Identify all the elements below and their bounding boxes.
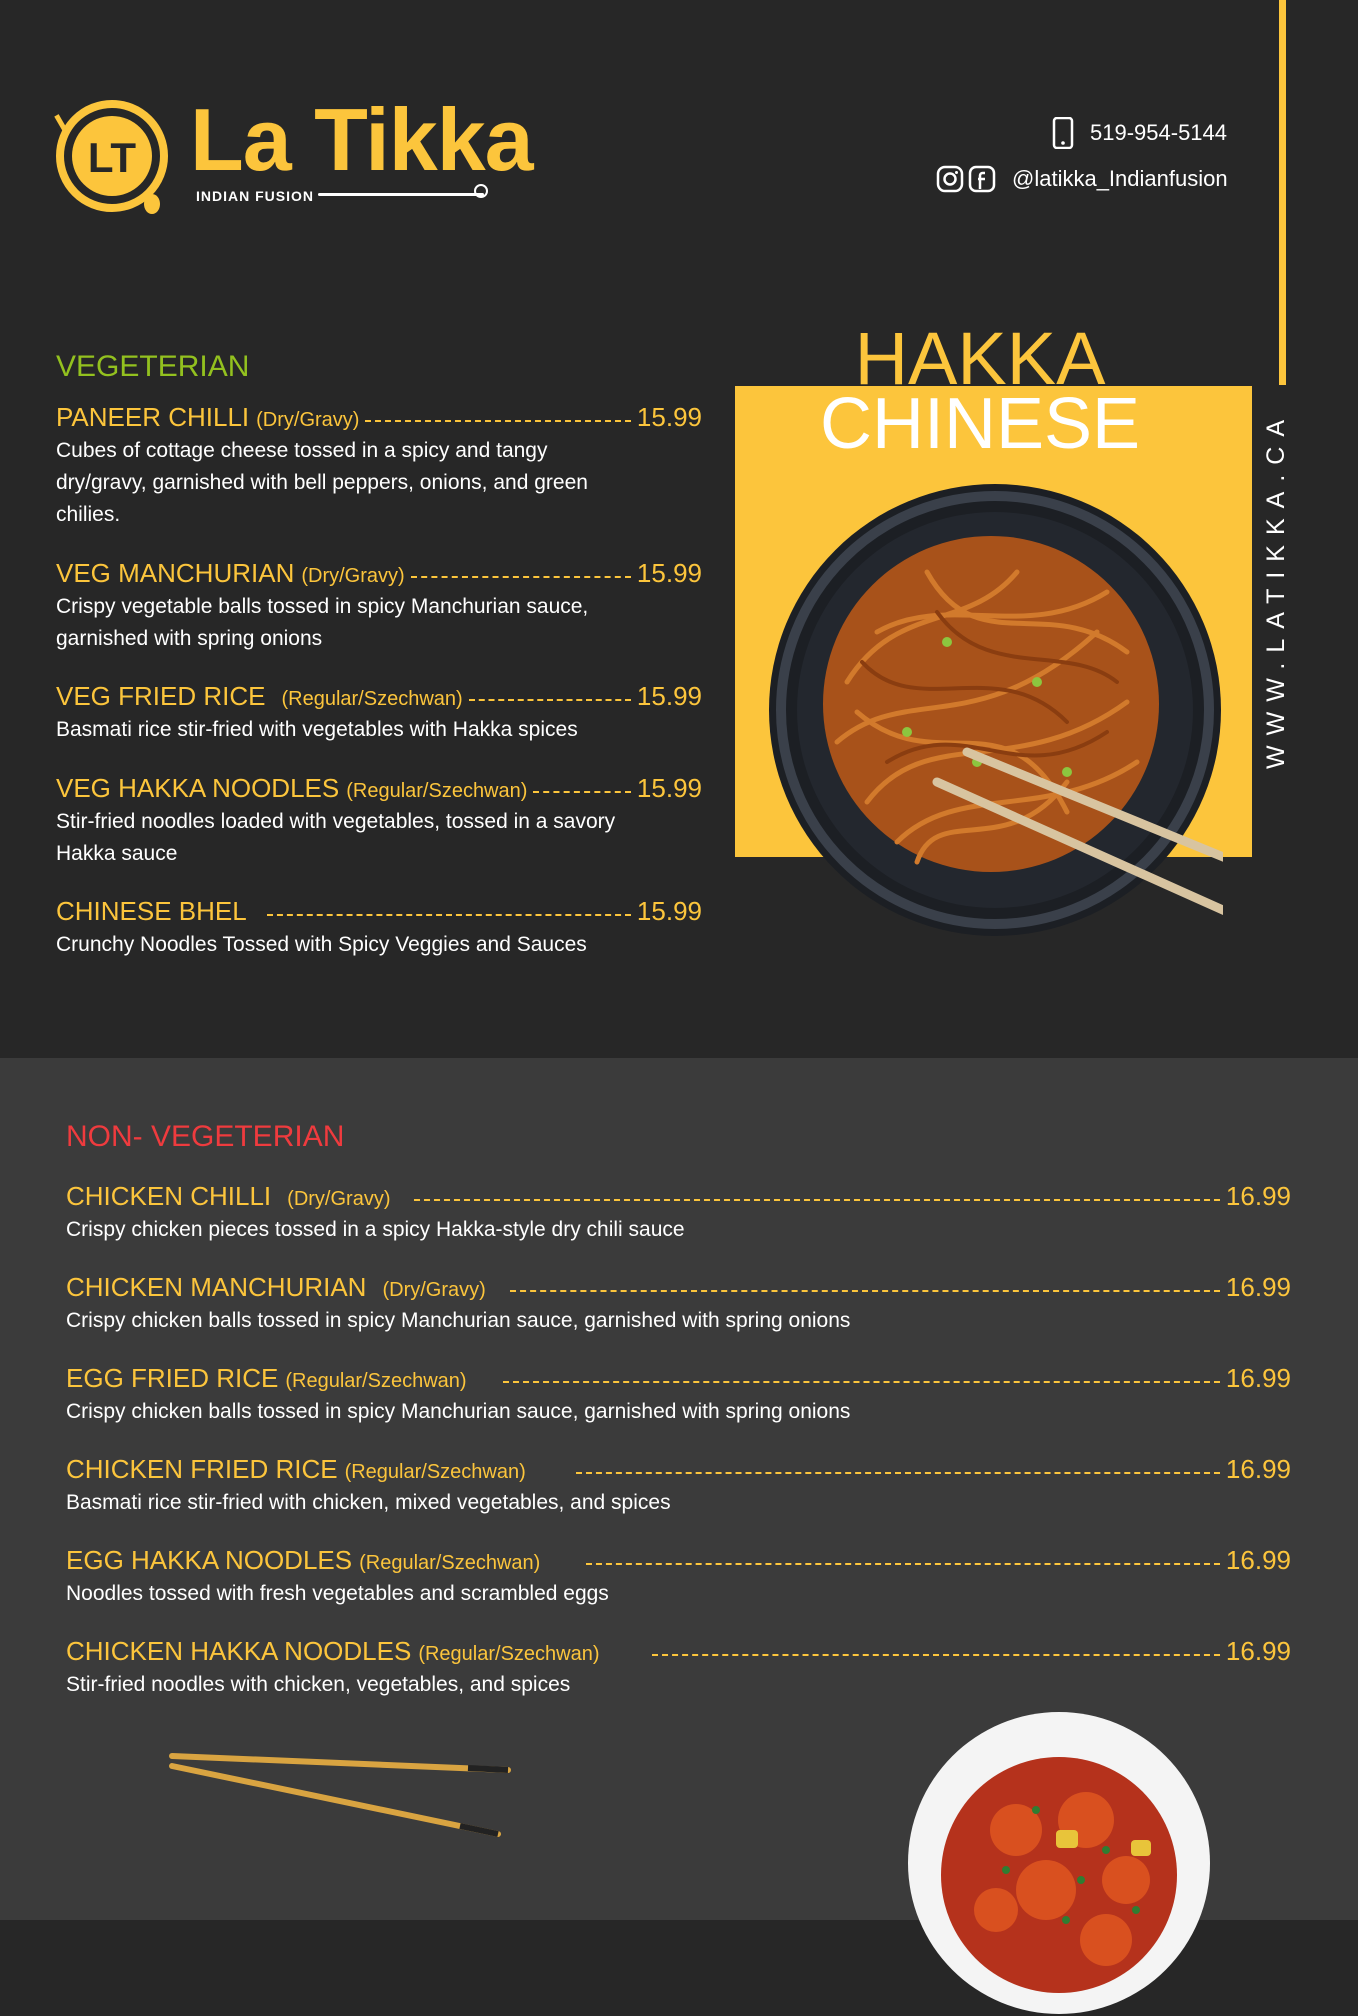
item-description: Noodles tossed with fresh vegetables and scrambled eggs <box>66 1582 609 1605</box>
item-description: Cubes of cottage cheese tossed in a spicy and tangy dry/gravy, garnished with bell peppers, onions, and green chilies. <box>56 439 588 526</box>
item-variant: (Regular/Szechwan) <box>346 780 528 802</box>
menu-item <box>66 1454 1291 1519</box>
feature-title-line2: CHINESE <box>819 384 1141 464</box>
item-name: VEG HAKKA NOODLES <box>56 773 340 803</box>
phone-number[interactable]: 519-954-5144 <box>1090 120 1228 145</box>
item-description: Stir-fried noodles loaded with vegetables, tossed in a savory Hakka sauce <box>56 810 616 865</box>
item-price: 16.99 <box>1225 1181 1291 1211</box>
item-name: PANEER CHILLI <box>56 402 250 432</box>
item-variant: (Regular/Szechwan) <box>281 688 463 710</box>
menu-item <box>66 1272 1291 1337</box>
item-price: 16.99 <box>1225 1636 1291 1666</box>
facebook-icon[interactable] <box>968 165 996 193</box>
menu-item <box>66 1363 1291 1428</box>
logo-mark-icon <box>52 96 172 216</box>
dotted-leader <box>411 576 631 578</box>
item-name: VEG MANCHURIAN <box>56 558 295 588</box>
item-price: 15.99 <box>636 681 702 711</box>
menu-item <box>56 896 702 961</box>
item-variant: (Dry/Gravy) <box>301 565 405 587</box>
phone-icon <box>1052 117 1074 149</box>
item-price: 16.99 <box>1225 1363 1291 1393</box>
dotted-leader <box>365 420 630 422</box>
item-variant: (Regular/Szechwan) <box>285 1370 467 1392</box>
veg-section-title: VEGETERIAN <box>56 350 250 383</box>
dotted-leader <box>652 1654 1220 1656</box>
item-price: 16.99 <box>1225 1454 1291 1484</box>
dotted-leader <box>469 699 631 701</box>
dotted-leader <box>510 1290 1220 1292</box>
website-text[interactable]: WWW.LATIKKA.CA <box>1262 410 1290 770</box>
item-name: CHICKEN MANCHURIAN <box>66 1272 367 1302</box>
item-name: VEG FRIED RICE <box>56 681 266 711</box>
menu-item <box>56 681 702 746</box>
feature-title-line1: HAKKA <box>854 317 1106 400</box>
item-price: 16.99 <box>1225 1272 1291 1302</box>
instagram-icon[interactable] <box>936 165 964 193</box>
item-name: CHICKEN FRIED RICE <box>66 1454 338 1484</box>
item-description: Crispy chicken pieces tossed in a spicy Hakka-style dry chili sauce <box>66 1218 685 1241</box>
item-variant: (Dry/Gravy) <box>382 1279 486 1301</box>
item-name: CHICKEN HAKKA NOODLES <box>66 1636 412 1666</box>
accent-bar <box>1279 0 1286 385</box>
menu-item <box>66 1545 1291 1610</box>
brand-name: La Tikka <box>190 90 533 189</box>
menu-item <box>56 402 702 531</box>
item-description: Crispy vegetable balls tossed in spicy Manchurian sauce, garnished with spring onions <box>56 595 589 650</box>
chopsticks-photo <box>168 1742 516 1842</box>
menu-item <box>56 773 702 870</box>
dotted-leader <box>503 1381 1220 1383</box>
item-name: EGG FRIED RICE <box>66 1363 279 1393</box>
menu-item <box>56 558 702 655</box>
item-variant: (Regular/Szechwan) <box>344 1461 526 1483</box>
item-description: Stir-fried noodles with chicken, vegetables, and spices <box>66 1673 571 1696</box>
nonveg-section-title: NON- VEGETERIAN <box>66 1120 345 1153</box>
item-description: Crunchy Noodles Tossed with Spicy Veggies and Sauces <box>56 933 587 956</box>
menu-item <box>66 1181 1291 1246</box>
chicken-plate-photo <box>906 1710 1212 2016</box>
tagline-underline-loop <box>474 184 488 198</box>
dotted-leader <box>533 791 631 793</box>
dotted-leader <box>414 1199 1219 1201</box>
social-handle[interactable]: @latikka_Indianfusion <box>1012 166 1228 191</box>
tagline-underline <box>318 193 484 196</box>
item-variant: (Regular/Szechwan) <box>418 1643 600 1665</box>
svg-text:LT: LT <box>87 134 137 181</box>
item-variant: (Dry/Gravy) <box>256 409 360 431</box>
item-variant: (Dry/Gravy) <box>287 1188 391 1210</box>
item-variant: (Regular/Szechwan) <box>359 1552 541 1574</box>
item-price: 15.99 <box>636 773 702 803</box>
item-name: EGG HAKKA NOODLES <box>66 1545 353 1575</box>
item-description: Crispy chicken balls tossed in spicy Manchurian sauce, garnished with spring onions <box>66 1400 851 1423</box>
item-description: Basmati rice stir-fried with chicken, mixed vegetables, and spices <box>66 1491 671 1514</box>
item-price: 15.99 <box>636 896 702 926</box>
noodle-plate-photo <box>767 482 1223 938</box>
dotted-leader <box>267 914 631 916</box>
item-price: 16.99 <box>1225 1545 1291 1575</box>
menu-item <box>66 1636 1291 1701</box>
item-price: 15.99 <box>636 558 702 588</box>
item-description: Crispy chicken balls tossed in spicy Manchurian sauce, garnished with spring onions <box>66 1309 851 1332</box>
dotted-leader <box>586 1563 1220 1565</box>
item-price: 15.99 <box>636 402 702 432</box>
brand-tagline: INDIAN FUSION <box>196 188 314 204</box>
item-name: CHINESE BHEL <box>56 896 247 926</box>
item-name: CHICKEN CHILLI <box>66 1181 272 1211</box>
dotted-leader <box>576 1472 1220 1474</box>
item-description: Basmati rice stir-fried with vegetables with Hakka spices <box>56 718 578 741</box>
